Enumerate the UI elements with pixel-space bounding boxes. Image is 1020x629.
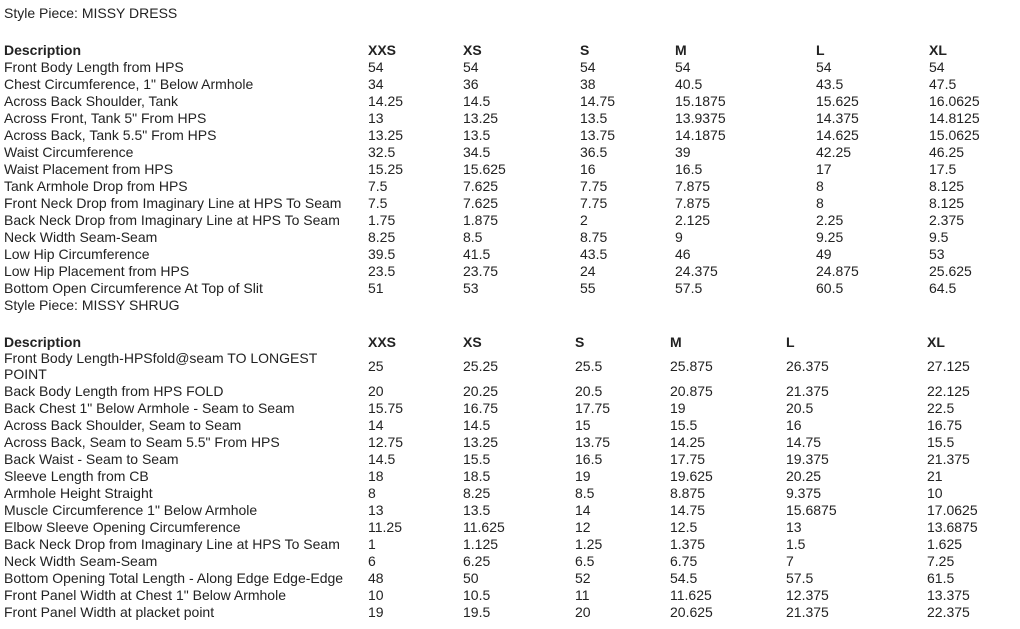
table-row	[4, 569, 1016, 586]
header-size-xs: XS	[463, 333, 482, 350]
cell-size-s: 38	[580, 75, 596, 92]
cell-size-l: 9.375	[786, 484, 822, 501]
cell-size-xs: 1.875	[463, 211, 499, 228]
cell-size-l: 2.25	[816, 211, 844, 228]
cell-size-m: 14.25	[670, 433, 706, 450]
cell-size-l: 60.5	[816, 279, 844, 296]
cell-size-l: 20.25	[786, 467, 822, 484]
cell-size-l: 49	[816, 245, 832, 262]
row-description: Chest Circumference, 1" Below Armhole	[4, 75, 254, 92]
cell-size-xl: 15.5	[927, 433, 955, 450]
cell-size-xxs: 1	[368, 535, 376, 552]
cell-size-xxs: 11.25	[368, 518, 402, 535]
cell-size-m: 40.5	[675, 75, 703, 92]
row-description: Front Neck Drop from Imaginary Line at HPS To Seam	[4, 194, 342, 211]
row-description: Back Chest 1" Below Armhole - Seam to Seam	[4, 399, 295, 416]
table-row	[4, 484, 1016, 501]
header-size-l: L	[786, 333, 795, 350]
dress-piece-title: Style Piece: MISSY DRESS	[4, 5, 178, 21]
cell-size-l: 26.375	[786, 358, 829, 374]
row-description: Across Back, Tank 5.5" From HPS	[4, 126, 217, 143]
cell-size-xs: 13.5	[463, 501, 491, 518]
row-description: Elbow Sleeve Opening Circumference	[4, 518, 241, 535]
header-size-m: M	[675, 41, 687, 58]
cell-size-xs: 8.5	[463, 228, 483, 245]
cell-size-xxs: 39.5	[368, 245, 396, 262]
cell-size-xxs: 19	[368, 603, 384, 620]
table-row	[4, 603, 1016, 620]
cell-size-xxs: 12.75	[368, 433, 404, 450]
cell-size-xs: 16.75	[463, 399, 499, 416]
table-row	[4, 350, 1016, 382]
cell-size-s: 1.25	[575, 535, 603, 552]
cell-size-xxs: 8.25	[368, 228, 396, 245]
cell-size-xs: 14.5	[463, 92, 491, 109]
cell-size-s: 8.75	[580, 228, 608, 245]
table-row	[4, 416, 1016, 433]
cell-size-m: 46	[675, 245, 691, 262]
cell-size-m: 13.9375	[675, 109, 726, 126]
cell-size-xs: 6.25	[463, 552, 491, 569]
cell-size-s: 13.5	[580, 109, 608, 126]
table-row	[4, 552, 1016, 569]
row-description: Front Panel Width at Chest 1" Below Armhole	[4, 586, 286, 603]
cell-size-xl: 16.75	[927, 416, 963, 433]
cell-size-xxs: 34	[368, 75, 384, 92]
cell-size-xxs: 20	[368, 382, 384, 399]
row-description: Across Back, Seam to Seam 5.5" From HPS	[4, 433, 280, 450]
cell-size-m: 39	[675, 143, 691, 160]
cell-size-m: 19.625	[670, 467, 713, 484]
cell-size-s: 36.5	[580, 143, 608, 160]
cell-size-xl: 1.625	[927, 535, 963, 552]
cell-size-l: 24.875	[816, 262, 859, 279]
table-row	[4, 279, 1016, 296]
cell-size-s: 7.75	[580, 194, 608, 211]
row-description: Sleeve Length from CB	[4, 467, 149, 484]
table-row	[4, 109, 1016, 126]
header-size-xxs: XXS	[368, 333, 397, 350]
cell-size-xl: 7.25	[927, 552, 955, 569]
table-row	[4, 399, 1016, 416]
cell-size-xs: 36	[463, 75, 479, 92]
cell-size-xs: 19.5	[463, 603, 491, 620]
cell-size-m: 7.875	[675, 194, 711, 211]
cell-size-xxs: 18	[368, 467, 384, 484]
table-header-row	[4, 41, 1016, 58]
cell-size-s: 20	[575, 603, 591, 620]
row-description: Low Hip Placement from HPS	[4, 262, 190, 279]
cell-size-l: 12.375	[786, 586, 829, 603]
cell-size-xs: 1.125	[463, 535, 499, 552]
cell-size-s: 25.5	[575, 358, 603, 374]
cell-size-xs: 25.25	[463, 358, 499, 374]
cell-size-xs: 13.25	[463, 433, 499, 450]
table-row	[4, 228, 1016, 245]
cell-size-s: 16	[580, 160, 596, 177]
row-description: Low Hip Circumference	[4, 245, 150, 262]
cell-size-xs: 15.5	[463, 450, 491, 467]
table-row	[4, 262, 1016, 279]
cell-size-l: 1.5	[786, 535, 806, 552]
cell-size-xs: 54	[463, 58, 479, 75]
cell-size-s: 19	[575, 467, 591, 484]
cell-size-xxs: 10	[368, 586, 384, 603]
shrug-spec-table	[4, 333, 1016, 620]
cell-size-xxs: 14.5	[368, 450, 396, 467]
table-row	[4, 58, 1016, 75]
cell-size-l: 14.75	[786, 433, 822, 450]
cell-size-l: 20.5	[786, 399, 814, 416]
cell-size-m: 6.75	[670, 552, 698, 569]
cell-size-l: 13	[786, 518, 802, 535]
cell-size-l: 7	[786, 552, 794, 569]
cell-size-s: 14.75	[580, 92, 616, 109]
cell-size-l: 8	[816, 194, 824, 211]
table-row	[4, 245, 1016, 262]
cell-size-l: 16	[786, 416, 802, 433]
row-description: Neck Width Seam-Seam	[4, 552, 158, 569]
cell-size-s: 6.5	[575, 552, 595, 569]
cell-size-s: 15	[575, 416, 591, 433]
cell-size-m: 14.1875	[675, 126, 726, 143]
cell-size-xs: 7.625	[463, 177, 499, 194]
table-row	[4, 382, 1016, 399]
row-description: Front Body Length-HPSfold@seam TO LONGEST POINT	[4, 350, 318, 382]
cell-size-xs: 20.25	[463, 382, 499, 399]
cell-size-m: 12.5	[670, 518, 698, 535]
cell-size-s: 16.5	[575, 450, 603, 467]
cell-size-xs: 7.625	[463, 194, 499, 211]
cell-size-xs: 10.5	[463, 586, 491, 603]
cell-size-xl: 53	[929, 245, 945, 262]
row-description: Neck Width Seam-Seam	[4, 228, 158, 245]
cell-size-m: 8.875	[670, 484, 706, 501]
cell-size-m: 54	[675, 58, 691, 75]
cell-size-xxs: 51	[368, 279, 384, 296]
cell-size-m: 57.5	[675, 279, 703, 296]
cell-size-m: 20.875	[670, 382, 713, 399]
cell-size-s: 14	[575, 501, 591, 518]
row-description: Waist Circumference	[4, 143, 134, 160]
cell-size-xxs: 14	[368, 416, 384, 433]
cell-size-xxs: 54	[368, 58, 384, 75]
cell-size-m: 17.75	[670, 450, 706, 467]
dress-spec-table	[4, 41, 1016, 296]
table-row	[4, 160, 1016, 177]
cell-size-xxs: 8	[368, 484, 376, 501]
table-row	[4, 75, 1016, 92]
cell-size-xl: 22.375	[927, 603, 970, 620]
cell-size-m: 54.5	[670, 569, 698, 586]
row-description: Back Waist - Seam to Seam	[4, 450, 179, 467]
table-row	[4, 586, 1016, 603]
cell-size-m: 25.875	[670, 358, 713, 374]
cell-size-m: 15.1875	[675, 92, 726, 109]
cell-size-xl: 47.5	[929, 75, 957, 92]
row-description: Tank Armhole Drop from HPS	[4, 177, 188, 194]
cell-size-l: 21.375	[786, 603, 829, 620]
row-description: Bottom Open Circumference At Top of Slit	[4, 279, 263, 296]
table-header-row	[4, 333, 1016, 350]
section-spacer	[4, 22, 1016, 41]
spec-sheet	[4, 4, 1016, 620]
header-size-xl: XL	[927, 333, 945, 350]
cell-size-xl: 64.5	[929, 279, 957, 296]
row-description: Back Body Length from HPS FOLD	[4, 382, 224, 399]
cell-size-m: 1.375	[670, 535, 706, 552]
cell-size-xl: 16.0625	[929, 92, 980, 109]
header-size-m: M	[670, 333, 682, 350]
cell-size-l: 17	[816, 160, 832, 177]
cell-size-xxs: 7.5	[368, 194, 388, 211]
cell-size-xs: 41.5	[463, 245, 491, 262]
cell-size-l: 57.5	[786, 569, 814, 586]
cell-size-xl: 17.0625	[927, 501, 978, 518]
header-size-l: L	[816, 41, 825, 58]
row-description: Across Back Shoulder, Seam to Seam	[4, 416, 242, 433]
table-row	[4, 92, 1016, 109]
cell-size-xl: 17.5	[929, 160, 957, 177]
cell-size-l: 19.375	[786, 450, 829, 467]
cell-size-s: 54	[580, 58, 596, 75]
cell-size-xs: 14.5	[463, 416, 491, 433]
shrug-piece-title: Style Piece: MISSY SHRUG	[4, 297, 180, 313]
table-row	[4, 433, 1016, 450]
cell-size-xl: 54	[929, 58, 945, 75]
cell-size-l: 43.5	[816, 75, 844, 92]
cell-size-l: 14.375	[816, 109, 859, 126]
cell-size-xl: 27.125	[927, 358, 970, 374]
row-description: Armhole Height Straight	[4, 484, 153, 501]
cell-size-s: 52	[575, 569, 591, 586]
cell-size-xxs: 48	[368, 569, 384, 586]
cell-size-m: 9	[675, 228, 683, 245]
cell-size-l: 8	[816, 177, 824, 194]
cell-size-m: 20.625	[670, 603, 713, 620]
header-size-xxs: XXS	[368, 41, 397, 58]
cell-size-xs: 15.625	[463, 160, 506, 177]
cell-size-xl: 9.5	[929, 228, 949, 245]
table-row	[4, 177, 1016, 194]
cell-size-s: 43.5	[580, 245, 608, 262]
cell-size-xxs: 25	[368, 358, 384, 374]
cell-size-xxs: 23.5	[368, 262, 396, 279]
header-size-s: S	[575, 333, 585, 350]
cell-size-xs: 50	[463, 569, 479, 586]
cell-size-xl: 22.5	[927, 399, 955, 416]
cell-size-xxs: 14.25	[368, 92, 404, 109]
header-description: Description	[4, 333, 82, 350]
cell-size-xl: 13.375	[927, 586, 970, 603]
cell-size-xxs: 13	[368, 109, 384, 126]
cell-size-s: 12	[575, 518, 591, 535]
cell-size-xl: 15.0625	[929, 126, 980, 143]
cell-size-m: 24.375	[675, 262, 718, 279]
header-size-s: S	[580, 41, 590, 58]
cell-size-xxs: 32.5	[368, 143, 396, 160]
cell-size-l: 21.375	[786, 382, 829, 399]
row-description: Back Neck Drop from Imaginary Line at HPS To Seam	[4, 211, 340, 228]
header-description: Description	[4, 41, 82, 58]
cell-size-m: 19	[670, 399, 686, 416]
cell-size-s: 13.75	[575, 433, 611, 450]
cell-size-xxs: 13	[368, 501, 384, 518]
cell-size-s: 2	[580, 211, 588, 228]
table-row	[4, 143, 1016, 160]
cell-size-l: 54	[816, 58, 832, 75]
table-row	[4, 450, 1016, 467]
cell-size-m: 14.75	[670, 501, 706, 518]
cell-size-xs: 34.5	[463, 143, 491, 160]
cell-size-l: 9.25	[816, 228, 844, 245]
cell-size-xl: 2.375	[929, 211, 965, 228]
cell-size-m: 11.625	[670, 586, 712, 603]
cell-size-xl: 14.8125	[929, 109, 980, 126]
cell-size-l: 15.625	[816, 92, 859, 109]
cell-size-xs: 13.25	[463, 109, 499, 126]
cell-size-xl: 8.125	[929, 177, 965, 194]
cell-size-xs: 18.5	[463, 467, 491, 484]
row-description: Muscle Circumference 1" Below Armhole	[4, 501, 258, 518]
header-size-xl: XL	[929, 41, 947, 58]
table-row	[4, 194, 1016, 211]
cell-size-xs: 11.625	[463, 518, 505, 535]
cell-size-xl: 10	[927, 484, 943, 501]
cell-size-xxs: 15.25	[368, 160, 404, 177]
cell-size-xl: 21	[927, 467, 943, 484]
cell-size-xl: 61.5	[927, 569, 955, 586]
cell-size-xl: 25.625	[929, 262, 972, 279]
cell-size-s: 11	[575, 586, 590, 603]
table-row	[4, 501, 1016, 518]
row-description: Across Front, Tank 5" From HPS	[4, 109, 207, 126]
cell-size-xxs: 13.25	[368, 126, 404, 143]
cell-size-xxs: 15.75	[368, 399, 404, 416]
cell-size-xl: 46.25	[929, 143, 965, 160]
header-size-xs: XS	[463, 41, 482, 58]
table-row	[4, 211, 1016, 228]
cell-size-s: 55	[580, 279, 596, 296]
section-spacer	[4, 314, 1016, 333]
cell-size-xl: 21.375	[927, 450, 970, 467]
row-description: Back Neck Drop from Imaginary Line at HPS To Seam	[4, 535, 340, 552]
cell-size-xl: 8.125	[929, 194, 965, 211]
cell-size-xxs: 7.5	[368, 177, 388, 194]
cell-size-xxs: 6	[368, 552, 376, 569]
cell-size-m: 2.125	[675, 211, 711, 228]
row-description: Bottom Opening Total Length - Along Edge Edge-Edge	[4, 569, 344, 586]
table-row	[4, 518, 1016, 535]
cell-size-l: 14.625	[816, 126, 859, 143]
cell-size-xs: 8.25	[463, 484, 491, 501]
cell-size-xxs: 1.75	[368, 211, 396, 228]
cell-size-xs: 53	[463, 279, 479, 296]
table-row	[4, 535, 1016, 552]
cell-size-xl: 13.6875	[927, 518, 978, 535]
cell-size-xs: 23.75	[463, 262, 499, 279]
cell-size-s: 7.75	[580, 177, 608, 194]
cell-size-m: 15.5	[670, 416, 698, 433]
table-row	[4, 467, 1016, 484]
cell-size-xs: 13.5	[463, 126, 491, 143]
cell-size-s: 13.75	[580, 126, 616, 143]
cell-size-xl: 22.125	[927, 382, 970, 399]
cell-size-m: 16.5	[675, 160, 703, 177]
cell-size-s: 20.5	[575, 382, 603, 399]
row-description: Waist Placement from HPS	[4, 160, 174, 177]
cell-size-s: 8.5	[575, 484, 595, 501]
cell-size-s: 24	[580, 262, 596, 279]
table-row	[4, 126, 1016, 143]
cell-size-s: 17.75	[575, 399, 611, 416]
row-description: Front Body Length from HPS	[4, 58, 184, 75]
row-description: Across Back Shoulder, Tank	[4, 92, 179, 109]
row-description: Front Panel Width at placket point	[4, 603, 215, 620]
cell-size-m: 7.875	[675, 177, 711, 194]
cell-size-l: 42.25	[816, 143, 852, 160]
cell-size-l: 15.6875	[786, 501, 837, 518]
